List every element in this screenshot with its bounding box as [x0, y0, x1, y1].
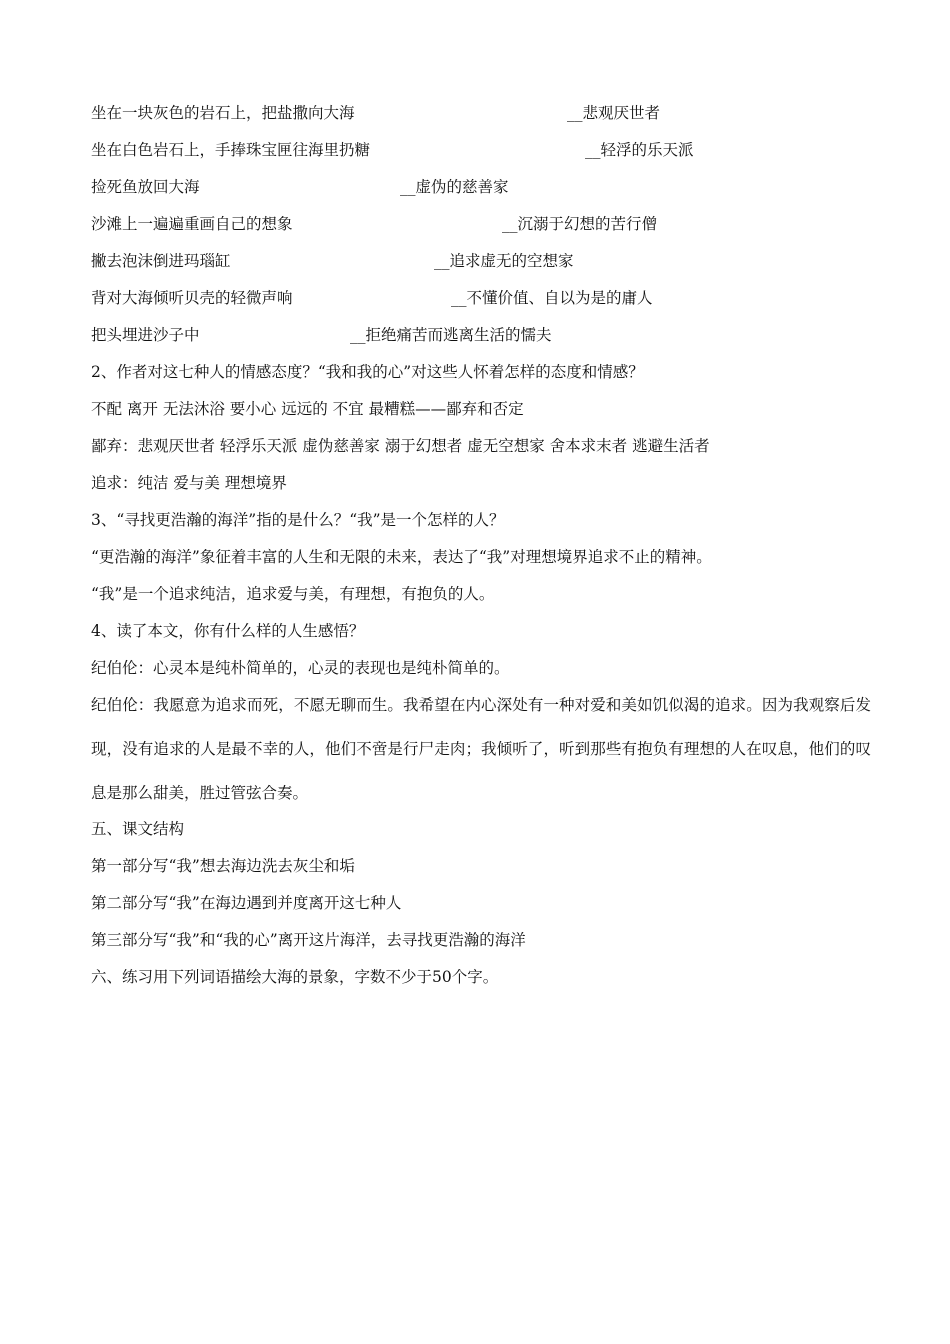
matching-answer: __沉溺于幻想的苦行僧 — [502, 215, 658, 233]
matching-row — [91, 102, 661, 124]
matching-answer: __悲观厌世者 — [567, 104, 661, 122]
question-3: 3、“寻找更浩瀚的海洋”指的是什么？“我”是一个怎样的人？ — [91, 511, 505, 529]
structure-part: 第二部分写“我”在海边遇到并度离开这七种人 — [91, 894, 402, 912]
q3-answer-line: “更浩瀚的海洋”象征着丰富的人生和无限的未来，表达了“我”对理想境界追求不止的精神。 — [91, 548, 712, 566]
matching-description: 沙滩上一遍遍重画自己的想象 — [91, 215, 293, 233]
matching-description: 捡死鱼放回大海 — [91, 178, 200, 196]
structure-part: 第三部分写“我”和“我的心”离开这片海洋，去寻找更浩瀚的海洋 — [91, 931, 526, 949]
section-heading-exercise: 六、练习用下列词语描绘大海的景象，字数不少于50个字。 — [91, 968, 499, 986]
question-4: 4、读了本文，你有什么样的人生感悟？ — [91, 622, 365, 640]
question-2: 2、作者对这七种人的情感态度？“我和我的心”对这些人怀着怎样的态度和情感？ — [91, 363, 644, 381]
matching-answer: __拒绝痛苦而逃离生活的懦夫 — [350, 326, 552, 344]
matching-description: 撇去泡沫倒进玛瑙缸 — [91, 252, 231, 270]
matching-description: 坐在白色岩石上，手捧珠宝匣往海里扔糖 — [91, 141, 371, 159]
q4-answer-line: 纪伯伦：心灵本是纯朴简单的，心灵的表现也是纯朴简单的。 — [91, 659, 510, 677]
matching-description: 把头埋进沙子中 — [91, 326, 200, 344]
matching-answer: __轻浮的乐天派 — [585, 141, 694, 159]
section-heading-structure: 五、课文结构 — [91, 820, 185, 838]
matching-description: 坐在一块灰色的岩石上，把盐撒向大海 — [91, 104, 355, 122]
matching-row — [91, 213, 658, 235]
matching-answer: __追求虚无的空想家 — [434, 252, 574, 270]
matching-answer: __虚伪的慈善家 — [400, 178, 509, 196]
matching-row — [91, 287, 653, 309]
matching-answer: __不懂价值、自以为是的庸人 — [451, 289, 653, 307]
q4-answer-paragraph: 纪伯伦：我愿意为追求而死，不愿无聊而生。我希望在内心深处有一种对爱和美如饥似渴的追求。因为我观察后发现，没有追求的人是最不幸的人，他们不啻是行尸走肉；我倾听了，听到那些有抱负有理想的人在叹息，他们的叹息是那么甜美，胜过管弦合奏。 — [91, 696, 871, 802]
q3-answer-line: “我”是一个追求纯洁，追求爱与美，有理想，有抱负的人。 — [91, 585, 495, 603]
q2-answer-line: 追求：纯洁 爱与美 理想境界 — [91, 474, 287, 492]
matching-row — [91, 139, 694, 161]
matching-row — [91, 250, 574, 272]
matching-row — [91, 176, 509, 198]
matching-description: 背对大海倾听贝壳的轻微声响 — [91, 289, 293, 307]
q2-answer-line: 不配 离开 无法沐浴 要小心 远远的 不宜 最糟糕——鄙弃和否定 — [91, 400, 524, 418]
q2-answer-line: 鄙弃：悲观厌世者 轻浮乐天派 虚伪慈善家 溺于幻想者 虚无空想家 舍本求末者 逃避生活者 — [91, 437, 710, 455]
structure-part: 第一部分写“我”想去海边洗去灰尘和垢 — [91, 857, 355, 875]
matching-row — [91, 324, 552, 346]
